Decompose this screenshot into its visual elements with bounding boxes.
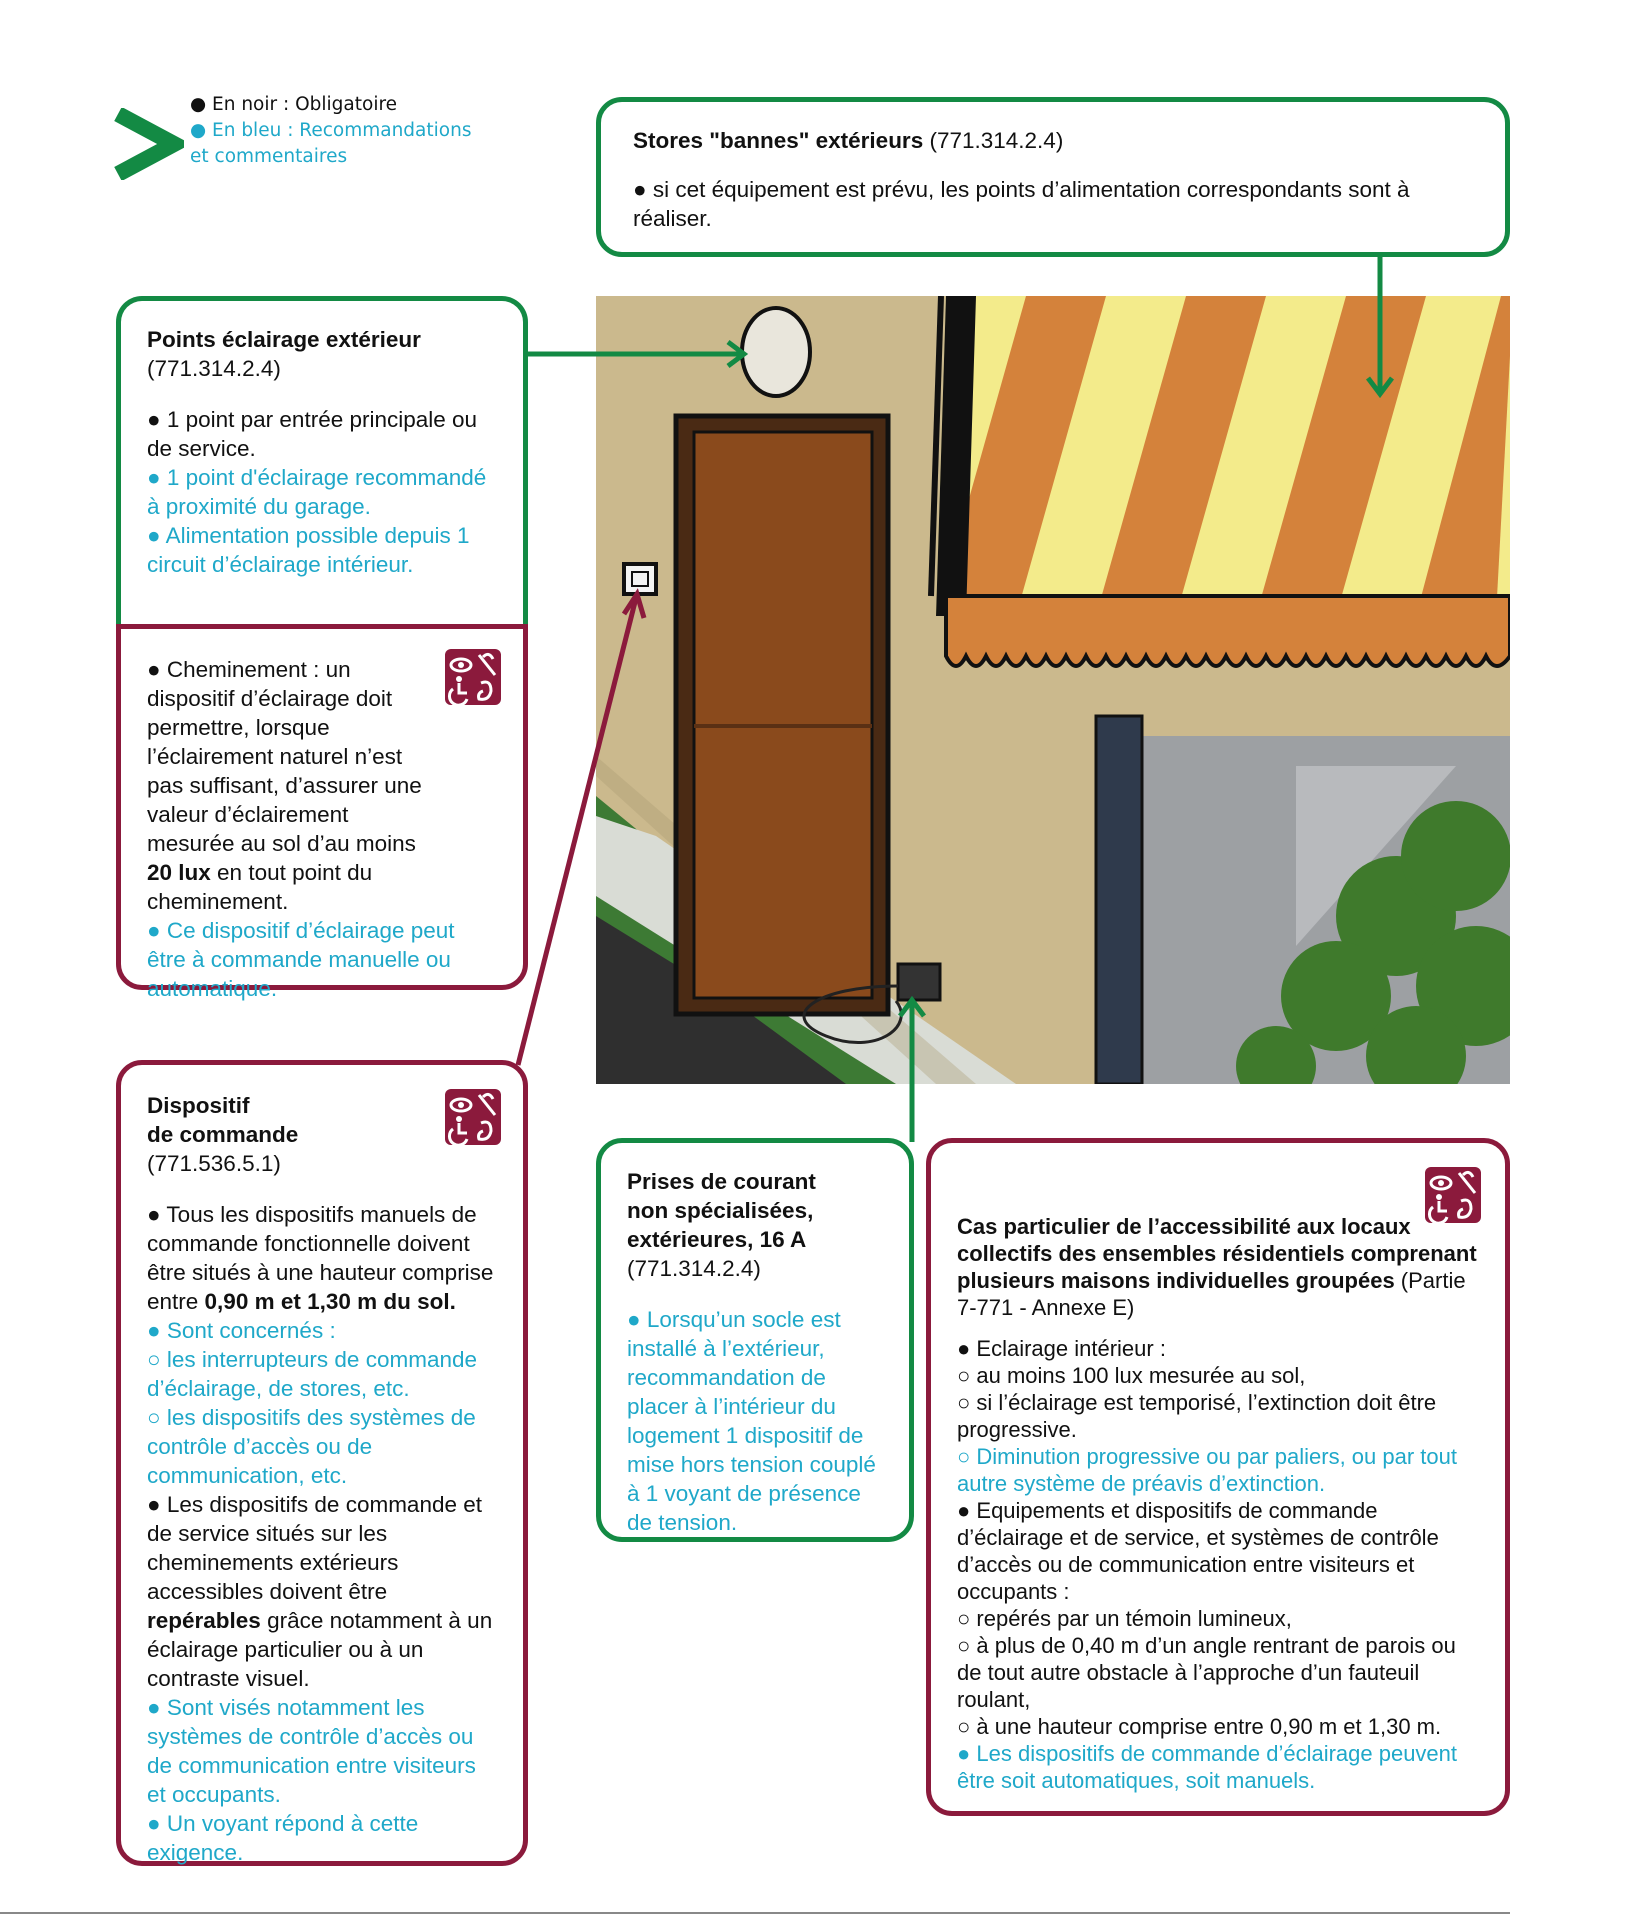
accessibility-icon xyxy=(445,649,501,705)
cas-reco-1: ○ Diminution progressive ou par paliers, ou par tout autre système de préavis d’extinction. xyxy=(957,1444,1457,1496)
commande-reco-1: ● Sont concernés : xyxy=(147,1318,336,1343)
cheminement-box xyxy=(116,624,528,1001)
commande-title-2: de commande xyxy=(147,1122,299,1147)
eclairage-line: ● 1 point par entrée principale ou de service. xyxy=(147,407,478,461)
eclairage-title: Points éclairage extérieur xyxy=(147,327,421,352)
accessibility-icon xyxy=(1425,1167,1481,1223)
cas-line-6: ○ à plus de 0,40 m d’un angle rentrant de parois ou de tout autre obstacle à l’approche d’un fauteuil roulant, xyxy=(957,1633,1456,1712)
cheminement-reco: ● Ce dispositif d’éclairage peut être à commande manuelle ou automatique. xyxy=(147,918,455,1001)
cas-reco-2: ● Les dispositifs de commande d’éclairage peuvent être soit automatiques, soit manuels. xyxy=(957,1741,1458,1793)
cas-line-4: ● Equipements et dispositifs de commande d’éclairage et de service, et systèmes de contrôle d’accès ou de communication entre visiteurs et occupants : xyxy=(957,1498,1439,1604)
commande-text-2c: grâce notamment à un éclairage particulier ou à un contraste visuel. xyxy=(147,1608,493,1691)
cas-ref: (Partie 7-771 - Annexe E) xyxy=(957,1268,1466,1320)
commande-box xyxy=(116,1060,528,1866)
stores-box xyxy=(596,97,1510,257)
prises-box xyxy=(596,1138,914,1542)
commande-ref: (771.536.5.1) xyxy=(147,1151,281,1176)
cas-line-2: ○ au moins 100 lux mesurée au sol, xyxy=(957,1363,1306,1388)
cheminement-lux: 20 lux xyxy=(147,860,211,885)
commande-text-2a: ● Les dispositifs de commande et de service situés sur les cheminements extérieurs accessibles doivent être xyxy=(147,1492,483,1604)
stores-title: Stores "bannes" extérieurs xyxy=(633,128,924,153)
cheminement-text-a: ● Cheminement : un dispositif d’éclairage doit permettre, lorsque l’éclairement naturel n’est pas suffisant, d’assurer une valeur d’éclairement mesurée au sol d’au moins xyxy=(147,657,422,856)
legend-blue-cont: et commentaires xyxy=(190,146,348,167)
bottom-divider xyxy=(0,1912,1510,1914)
stores-ref: (771.314.2.4) xyxy=(923,128,1064,153)
prises-title-1: Prises de courant xyxy=(627,1169,816,1194)
commande-line-1 xyxy=(147,1200,497,1316)
prises-ref: (771.314.2.4) xyxy=(627,1256,761,1281)
stores-line: ● si cet équipement est prévu, les points d’alimentation correspondants sont à réaliser. xyxy=(633,177,1410,231)
cheminement-text-c: en tout point du cheminement. xyxy=(147,860,373,914)
commande-text-a: ● Tous les dispositifs manuels de commande fonctionnelle doivent être situés à une hauteur comprise entre xyxy=(147,1202,494,1314)
cas-heading xyxy=(957,1213,1479,1321)
prises-title-2: non spécialisées, xyxy=(627,1198,814,1223)
commande-reperables: repérables xyxy=(147,1608,261,1633)
commande-title-1: Dispositif xyxy=(147,1093,250,1118)
chevron-icon xyxy=(112,108,184,180)
prises-reco: ● Lorsqu’un socle est installé à l’extérieur, recommandation de placer à l’intérieur du logement 1 dispositif de mise hors tension couplé à 1 voyant de présence de tension. xyxy=(627,1307,876,1535)
cas-line-5: ○ repérés par un témoin lumineux, xyxy=(957,1606,1292,1631)
eclairage-reco-2: ● Alimentation possible depuis 1 circuit d’éclairage intérieur. xyxy=(147,523,470,577)
eclairage-ref: (771.314.2.4) xyxy=(147,356,281,381)
commande-reco-2: ○ les interrupteurs de commande d’éclairage, de stores, etc. xyxy=(147,1347,477,1401)
accessibility-icon xyxy=(445,1089,501,1145)
eclairage-reco-1: ● 1 point d'éclairage recommandé à proximité du garage. xyxy=(147,465,487,519)
house-illustration xyxy=(596,296,1510,1084)
cas-box xyxy=(926,1138,1510,1816)
prises-title-3: extérieures, 16 A xyxy=(627,1227,807,1252)
eclairage-box xyxy=(116,296,528,626)
commande-reco-3: ○ les dispositifs des systèmes de contrôle d’accès ou de communication, etc. xyxy=(147,1405,476,1488)
cas-line-1: ● Eclairage intérieur : xyxy=(957,1336,1166,1361)
commande-line-2 xyxy=(147,1490,497,1693)
cas-line-3: ○ si l’éclairage est temporisé, l’extinction doit être progressive. xyxy=(957,1390,1437,1442)
commande-reco-4: ● Sont visés notamment les systèmes de contrôle d’accès ou de communication entre visiteurs et occupants. xyxy=(147,1695,476,1807)
cas-line-7: ○ à une hauteur comprise entre 0,90 m et 1,30 m. xyxy=(957,1714,1442,1739)
cas-title: Cas particulier de l’accessibilité aux locaux collectifs des ensembles résidentiels comprenant plusieurs maisons individuelles groupées xyxy=(957,1214,1477,1293)
legend-black: ● En noir : Obligatoire xyxy=(190,94,398,115)
legend xyxy=(190,92,471,170)
legend-blue: ● En bleu : Recommandations xyxy=(190,120,472,141)
commande-height: 0,90 m et 1,30 m du sol. xyxy=(204,1289,456,1314)
commande-reco-5: ● Un voyant répond à cette exigence. xyxy=(147,1811,419,1865)
